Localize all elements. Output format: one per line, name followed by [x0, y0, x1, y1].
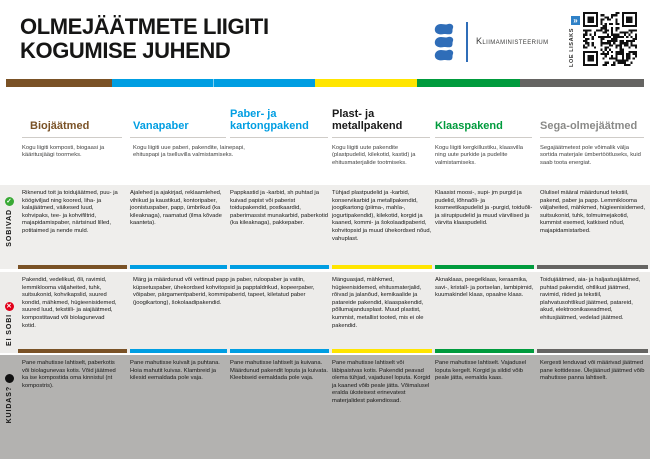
page-title [20, 15, 269, 63]
legend-segment-segaolme [520, 79, 644, 87]
qr-caption [569, 28, 579, 76]
cell-sobivad-klaaspakend: Klaasist moosi-, supi- jm purgid ja pudelid, lõhnaõli- ja kosmeetikapudelid ja -purgid, toiduõli- ja siirupipudelid ja muud värvilised ja värvita klaaspudelid. [435, 190, 533, 227]
cell-kuidas-klaaspakend: Pane mahutisse lahtiselt. Vajadusel loputa kergelt. Korgid ja sildid võib peale jätta, eemalda kaas. [435, 360, 527, 382]
cell-kuidas-segaolme: Kergesti lenduvad või määrivad jäätmed pane kottidesse. Ülejäänud jäätmed võib mahutisse panna lahtiselt. [540, 360, 645, 382]
row-label-ei-sobi-text: EI SOBI [5, 314, 13, 346]
header-rule [130, 137, 226, 138]
row-label-sobivad [2, 197, 16, 247]
dot-circle-icon [5, 374, 14, 383]
cell-kuidas-biojaatmed: Pane mahutisse lahtiselt, paberkotis või biolagunevas kotis. Võid jäätmed ka ise kompostida oma kinnistul (nt kompostris). [22, 360, 116, 389]
cell-ei-sobi-biojaatmed: Pakendid, vedelikud, õli, ravimid, lemmiklooma väljaheited, tuhk, suitsukonid, kohvikapslid, suured kondid, mähkmed, hügieenisidemed, suured luud, tekstiili- ja aiajäätmed, kompostitavad või biolagunevad kotid. [22, 277, 117, 329]
column-header-kartongpakend: Paber- ja kartongpakend [230, 108, 309, 132]
row-label-kuidas [2, 374, 16, 423]
row-band-color-bar [0, 349, 650, 353]
intro-segaolme: Segajäätmetest pole võimalik välja sortida materjale ümbertöötluseks, kuid saab toota energiat. [540, 145, 641, 166]
row-label-kuidas-text: KUIDAS? [5, 386, 13, 424]
row-band-color-bar [0, 265, 650, 269]
legend-segment-kartong [214, 79, 315, 87]
cell-kuidas-kartongpakend: Pane mahutisse lahtiselt ja kuivana. Määrdunud pakendit loputa ja kuivata. Kleebiseid eemaldada pole vaja. [230, 360, 328, 382]
column-header-plast-metall: Plast- ja metallpakend [332, 108, 403, 132]
header-rule [22, 137, 122, 138]
row-label-sobivad-text: SOBIVAD [5, 209, 13, 247]
qr-code [583, 12, 637, 66]
page-title-line2: KOGUMISE JUHEND [20, 38, 231, 63]
column-header-segaolme: Sega-olmejäätmed [540, 120, 638, 132]
legend-segment-plast-metall [315, 79, 418, 87]
row-label-ei-sobi [2, 302, 16, 346]
intro-klaaspakend: Kogu liigiti kergkillustiku, klaasvilla ning uute purkide ja pudelite valmistamiseks. [435, 145, 523, 166]
cell-sobivad-plast-metall: Tühjad plastpudelid ja -karbid, konservikarbid ja metallpakendid, joogikartong (piima-, mahla-, jogurtipakendid), kilekotid, korgid ja kaaned, kommi- ja šokolaadipaberid, kohvitopsid ja muud ühekordsed nõud, vahuplast. [332, 190, 432, 242]
intro-paber-shared: Kogu liigiti uue paberi, pakendite, lainepapi, ehituspapi ja tselluvilla valmistamiseks. [133, 145, 245, 159]
header-rule [230, 137, 328, 138]
cell-ei-sobi-klaaspakend: Aknaklaas, peegelklaas, keraamika, savi-, kristall- ja portselan, lambipirnid, kuumakindel klaas, opaalne klaas. [435, 277, 534, 299]
header-rule [540, 137, 644, 138]
estonia-coat-of-arms-icon [431, 22, 457, 62]
cell-kuidas-vanapaber: Pane mahutisse kuivalt ja puhtana. Hoia mahutit kuivas. Klambreid ja kilesid eemaldada pole vaja. [130, 360, 220, 382]
cell-sobivad-biojaatmed: Riknenud toit ja toidujäätmed, puu- ja köögiviljad ning koored, liha- ja kalajäätmed, väikesed luud, kohvipaks, tee- ja kohvifiltrid, majapidamispaber, närtsinud lilled, potitaimed ja nende muld. [22, 190, 118, 234]
page-title-line1: OLMEJÄÄTMETE LIIGITI [20, 14, 269, 39]
legend-segment-vanapaber [112, 79, 214, 87]
header-rule [332, 137, 430, 138]
header-rule [435, 137, 532, 138]
legend-segment-klaas [417, 79, 520, 87]
intro-plast-metall: Kogu liigiti uute pakendite (plastpudelid, kilekotid, kastid) ja ehitusmaterjalide tootmiseks. [332, 145, 416, 166]
cell-sobivad-vanapaber: Ajalehed ja ajakirjad, reklaamlehed, vihikud ja kaustikud, kontoripaber, joonistuspaber, papp, ümbrikud (ka kileaknaga), raamatud (ilma kõvade kaanteta). [130, 190, 222, 227]
column-header-biojaatmed: Biojäätmed [30, 120, 90, 132]
check-circle-icon: ✓ [6, 198, 12, 205]
cell-sobivad-segaolme: Olulisel määral määrdunud tekstiil, pakend, paber ja papp. Lemmiklooma väljaheited, mähkmed, hügieenisidemed, suitsukonid, tuhk, tolmuimejakotid, kummist esemed, katkised nõud, majapidamistarbed. [540, 190, 646, 234]
qr-caption-text: LOE LISAKS [569, 28, 575, 68]
logo-divider [466, 22, 468, 62]
column-header-vanapaber: Vanapaber [133, 120, 189, 132]
legend-segment-bio [6, 79, 112, 87]
intro-biojaatmed: Kogu liigiti komposti, biogaasi ja kääritusjäägi toormeks. [22, 145, 105, 159]
cell-ei-sobi-paber-shared: Märg ja määrdunud või vettinud papp ja paber, ruloopaber ja vatiin, küpsetuspaber, ühekordsed kohvitopsid ja papptaldrikud, kopeerpaber, võipaber, pärgamentpaberid, kommipaberid, tapeet, kiletatud paber (joogikartong), šokolaadipakendid. [133, 277, 315, 306]
cell-sobivad-kartongpakend: Pappkastid ja -karbid, sh puhtad ja kuivad papist või paberist toidupakendid, postkaardid, paberimassist munakarbid, paberkotid (ka kileaknaga), pakkepaber. [230, 190, 328, 227]
x-circle-icon: ✕ [6, 303, 12, 310]
cell-ei-sobi-segaolme: Toidujäätmed, aia- ja haljastusjäätmed, puhtad pakendid, ohtlikud jäätmed, ravimid, riided ja tekstiil, plahvatusohtlikud jäätmed, patareid, akud, elektroonikaseadmed, ehitusjäätmed, vedelad jäätmed. [540, 277, 641, 321]
ministry-name: Kliimaministeerium [476, 36, 549, 46]
cell-ei-sobi-plast-metall: Mänguasjad, mähkmed, hügieenisidemed, ehitusmaterjalid, rõivad ja jalanõud, kemikaalide ja patareide pakendid, klaaspakendid, põllumajandusplast. Muud plastist, kummist, metallist tooted, mis ei ole pakendid. [332, 277, 424, 329]
column-header-klaaspakend: Klaaspakend [435, 120, 503, 132]
cell-kuidas-plast-metall: Pane mahutisse lahtiselt või läbipaistvas kotis. Pakendid peavad olema tühjad, vajadusel loputa. Korgid ja kaaned võib peale jätta. Võimalusel eralda üksteisest erinevatest materjalidest pakendiosad. [332, 360, 431, 404]
qr-arrow-icon: » [571, 16, 580, 25]
legend-color-bar [6, 79, 644, 87]
